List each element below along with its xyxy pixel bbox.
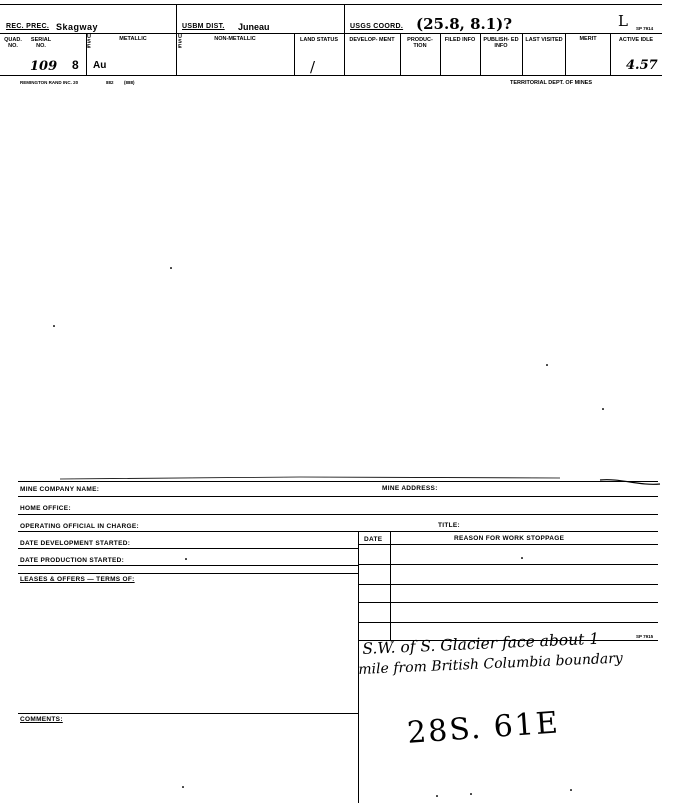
divider — [344, 4, 345, 76]
rule — [18, 573, 358, 574]
divider — [400, 33, 401, 76]
handwritten-coordinates: 28S. 61E — [406, 705, 561, 751]
comments-label: COMMENTS: — [20, 716, 63, 723]
col-use-right: U S E — [178, 34, 182, 50]
speck — [570, 789, 572, 791]
printer-line: REMINGTON RAND INC. 20 — [20, 80, 79, 85]
department-label: TERRITORIAL DEPT. OF MINES — [510, 80, 592, 86]
handwritten-location-line-1: S.W. of S. Glacier face about 1 — [362, 629, 600, 658]
usgs-coord-value: (25.8, 8.1)? — [416, 15, 513, 33]
speck — [470, 793, 472, 795]
rule — [18, 481, 658, 482]
divider — [610, 33, 611, 76]
printer-code: (888) — [124, 80, 135, 85]
rec-prec-label: REC. PREC. — [6, 23, 50, 30]
divider — [565, 33, 566, 76]
rule — [18, 514, 658, 515]
col-last-visited: LAST VISITED — [525, 37, 563, 43]
col-metallic: METALLIC — [119, 36, 147, 42]
serial-value: 8 — [72, 58, 79, 72]
reason-column-header: REASON FOR WORK STOPPAGE — [454, 535, 565, 542]
rule — [18, 713, 358, 714]
rule — [358, 584, 658, 585]
usbm-dist-value: Juneau — [238, 22, 270, 32]
header-rule — [0, 33, 662, 34]
rule — [358, 622, 658, 623]
col-production: PRODUC- TION — [407, 37, 433, 49]
divider — [522, 33, 523, 76]
metallic-value: Au — [93, 60, 107, 71]
date-development-label: DATE DEVELOPMENT STARTED: — [20, 540, 131, 547]
col-filed-info: FILED INFO — [444, 37, 476, 43]
title-label: TITLE: — [438, 522, 461, 529]
date-column-header: DATE — [364, 536, 383, 543]
divider — [440, 33, 441, 76]
rule — [358, 564, 658, 565]
rule — [358, 602, 658, 603]
col-land-status: LAND STATUS — [300, 37, 338, 43]
speck — [185, 558, 187, 560]
speck — [182, 786, 184, 788]
mine-address-label: MINE ADDRESS: — [382, 485, 438, 492]
printer-code: 882 — [106, 80, 114, 85]
divider — [480, 33, 481, 76]
speck — [53, 325, 55, 327]
bottom-rule — [0, 75, 662, 76]
col-active-idle: ACTIVE IDLE — [618, 37, 654, 43]
land-status-value: / — [310, 58, 316, 76]
col-development: DEVELOP- MENT — [349, 37, 395, 43]
col-serial: SERIAL NO. — [30, 37, 52, 49]
col-use-left: U S E — [87, 34, 91, 50]
usbm-dist-label: USBM DIST. — [182, 23, 225, 30]
rule — [18, 531, 658, 532]
rule — [358, 544, 658, 545]
col-quad: QUAD. NO. — [4, 37, 22, 49]
divider — [176, 4, 177, 76]
quad-value: 109 — [30, 59, 58, 74]
rule — [18, 548, 358, 549]
rec-prec-value: Skagway — [56, 22, 99, 32]
form-number: SP 7914 — [636, 26, 654, 31]
col-nonmetallic: NON-METALLIC — [214, 36, 256, 42]
top-rule — [0, 4, 662, 5]
mine-company-label: MINE COMPANY NAME: — [20, 486, 100, 493]
divider — [294, 33, 295, 76]
home-office-label: HOME OFFICE: — [20, 505, 71, 512]
speck — [546, 364, 548, 366]
date-production-label: DATE PRODUCTION STARTED: — [20, 557, 125, 564]
col-published-info: PUBLISH- ED INFO — [483, 37, 519, 49]
divider — [390, 531, 391, 640]
active-idle-value: 4.57 — [626, 58, 658, 73]
speck — [602, 408, 604, 410]
speck — [436, 795, 438, 797]
speck — [521, 557, 523, 559]
operating-official-label: OPERATING OFFICIAL IN CHARGE: — [20, 523, 139, 530]
speck — [170, 267, 172, 269]
usgs-coord-label: USGS COORD. — [350, 23, 404, 30]
rule — [18, 496, 658, 497]
col-merit: MERIT — [579, 36, 597, 42]
handwritten-location-line-2: mile from British Columbia boundary — [358, 650, 624, 678]
form-number: SP 7915 — [636, 634, 654, 639]
leases-label: LEASES & OFFERS — TERMS OF: — [20, 576, 135, 583]
corner-mark: L — [618, 12, 628, 30]
rule — [18, 565, 358, 566]
